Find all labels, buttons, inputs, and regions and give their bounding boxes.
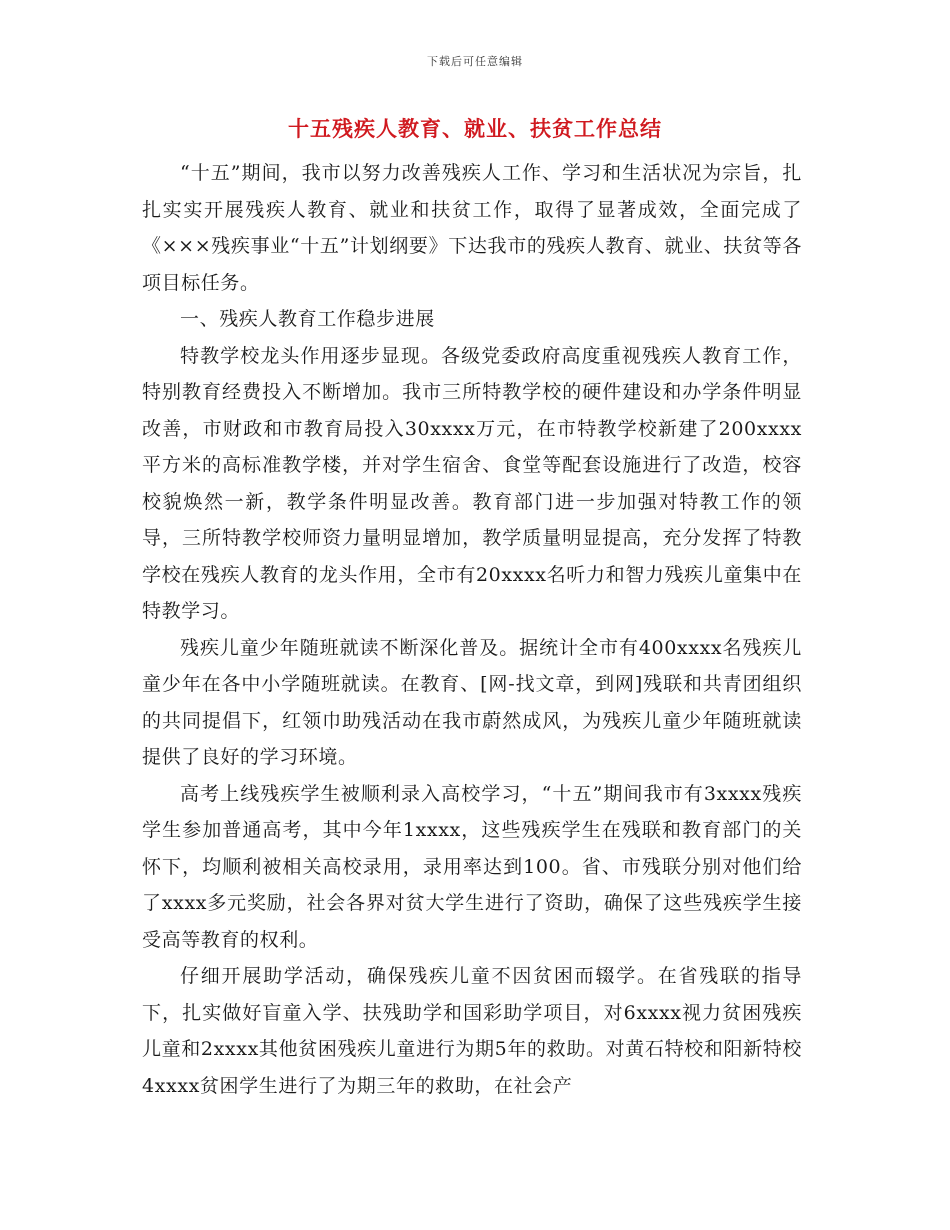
- intro-paragraph: “十五”期间，我市以努力改善残疾人工作、学习和生活状况为宗旨，扎扎实实开展残疾人教育、就业和扶贫工作，取得了显著成效，全面完成了《×××残疾事业“十五”计划纲要》下达我市的残疾人教育、就业、扶贫等各项目标任务。: [142, 162, 802, 294]
- paragraph-special-schools: 特教学校龙头作用逐步显现。各级党委政府高度重视残疾人教育工作，特别教育经费投入不断增加。我市三所特教学校的硬件建设和办学条件明显改善，市财政和市教育局投入30xxxx万元，在市特教学校新建了200xxxx平方米的高标准教学楼，并对学生宿舍、食堂等配套设施进行了改造，校容校貌焕然一新，教学条件明显改善。教育部门进一步加强对特教工作的领导，三所特教学校师资力量明显增加，教学质量明显提高，充分发挥了特教学校在残疾人教育的龙头作用，全市有20xxxx名听力和智力残疾儿童集中在特教学习。: [142, 344, 802, 622]
- page-header-note: 下载后可任意编辑: [427, 55, 523, 68]
- paragraph-inclusive-education: 残疾儿童少年随班就读不断深化普及。据统计全市有400xxxx名残疾儿童少年在各中小学随班就读。在教育、[网-找文章，到网]残联和共青团组织的共同提倡下，红领巾助残活动在我市蔚然成风，为残疾儿童少年随班就读提供了良好的学习环境。: [142, 636, 802, 768]
- paragraph-student-aid: 仔细开展助学活动，确保残疾儿童不因贫困而辍学。在省残联的指导下，扎实做好盲童入学、扶残助学和国彩助学项目，对6xxxx视力贫困残疾儿童和2xxxx其他贫困残疾儿童进行为期5年的救助。对黄石特校和阳新特校4xxxx贫困学生进行了为期三年的救助，在社会产: [142, 965, 802, 1097]
- document-title: 十五残疾人教育、就业、扶贫工作总结: [288, 116, 662, 141]
- section-heading-education: 一、残疾人教育工作稳步进展: [180, 308, 435, 330]
- document-body: [142, 155, 802, 1104]
- paragraph-college-admission: 高考上线残疾学生被顺利录入高校学习，“十五”期间我市有3xxxx残疾学生参加普通高考，其中今年1xxxx，这些残疾学生在残联和教育部门的关怀下，均顺利被相关高校录用，录用率达到100。省、市残联分别对他们给了xxxx多元奖励，社会各界对贫大学生进行了资助，确保了这些残疾学生接受高等教育的权利。: [142, 782, 802, 951]
